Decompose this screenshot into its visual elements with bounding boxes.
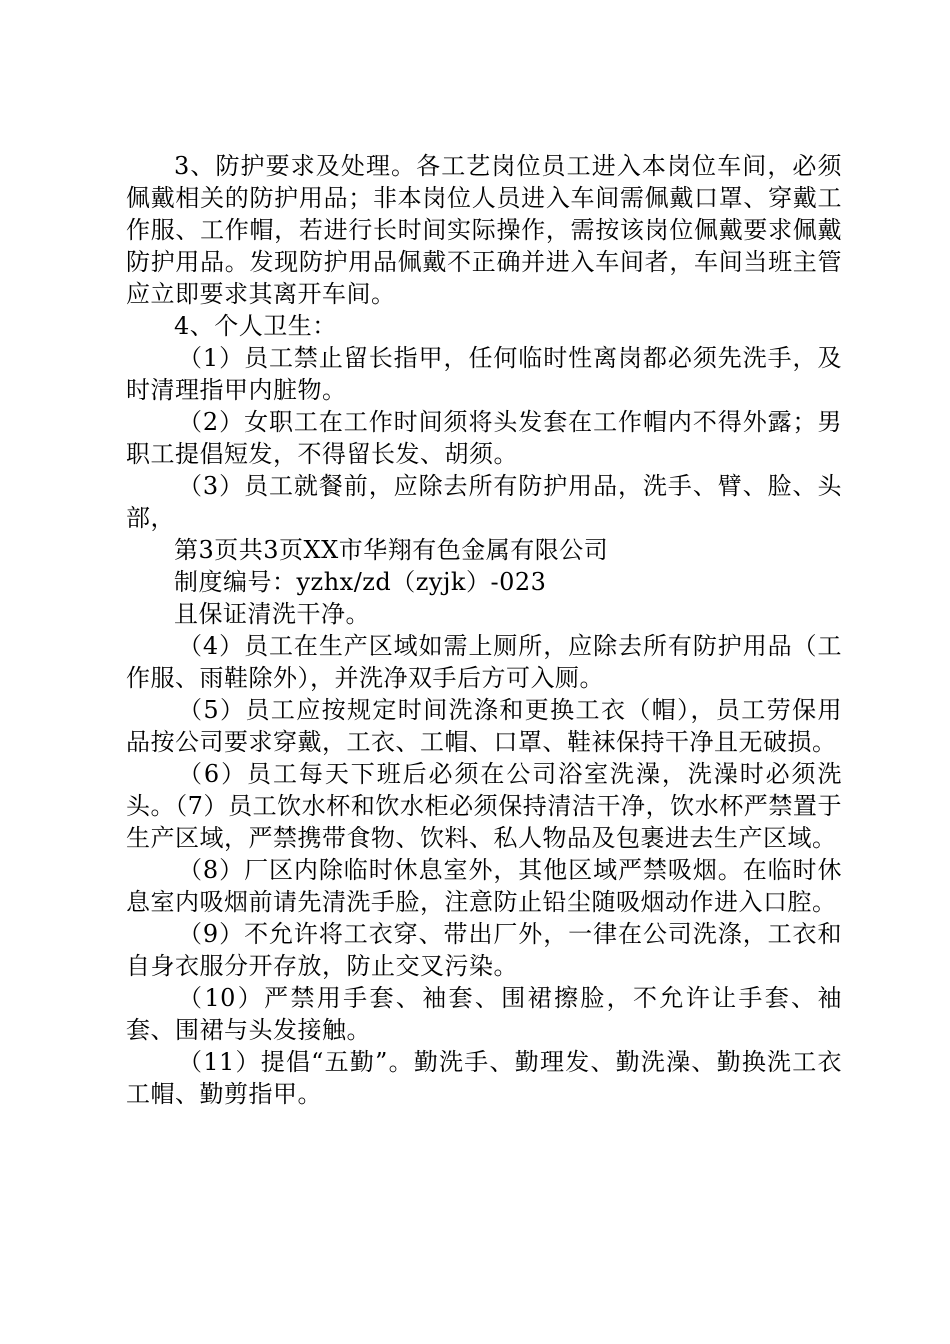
paragraph-protection: 3、防护要求及处理。各工艺岗位员工进入本岗位车间，必须佩戴相关的防护用品；非本岗位人员进入车间需佩戴口罩、穿戴工作服、工作帽，若进行长时间实际操作，需按该岗位佩戴要求佩戴防护用品。发现防护用品佩戴不正确并进入车间者，车间当班主管应立即要求其离开车间。	[126, 152, 842, 308]
paragraph-item-6-7: （6）员工每天下班后必须在公司浴室洗澡，洗澡时必须洗头。（7）员工饮水杯和饮水柜必须保持清洁干净，饮水杯严禁置于生产区域，严禁携带食物、饮料、私人物品及包裹进去生产区域。	[126, 760, 842, 852]
paragraph-item-5: （5）员工应按规定时间洗涤和更换工衣（帽），员工劳保用品按公司要求穿戴，工衣、工帽、口罩、鞋袜保持干净且无破损。	[126, 696, 842, 756]
paragraph-item-1: （1）员工禁止留长指甲，任何临时性离岗都必须先洗手，及时清理指甲内脏物。	[126, 344, 842, 404]
document-body	[126, 150, 842, 1110]
paragraph-item-9: （9）不允许将工衣穿、带出厂外，一律在公司洗涤，工衣和自身衣服分开存放，防止交叉污染。	[126, 920, 842, 980]
paragraph-item-10: （10）严禁用手套、袖套、围裙擦脸，不允许让手套、袖套、围裙与头发接触。	[126, 984, 842, 1044]
document-number: 制度编号：yzhx/zd（zyjk）-023	[174, 568, 547, 596]
paragraph-personal-hygiene-heading: 4、个人卫生：	[174, 312, 337, 340]
paragraph-item-2: （2）女职工在工作时间须将头发套在工作帽内不得外露；男职工提倡短发，不得留长发、胡须。	[126, 408, 842, 468]
page-footer-company: 第3页共3页XX市华翔有色金属有限公司	[174, 536, 609, 564]
paragraph-item-3-continued: 且保证清洗干净。	[174, 600, 370, 628]
paragraph-item-11: （11）提倡“五勤”。勤洗手、勤理发、勤洗澡、勤换洗工衣工帽、勤剪指甲。	[126, 1048, 842, 1108]
paragraph-item-3: （3）员工就餐前，应除去所有防护用品，洗手、臂、脸、头部，	[126, 472, 842, 532]
paragraph-item-4: （4）员工在生产区域如需上厕所，应除去所有防护用品（工作服、雨鞋除外），并洗净双手后方可入厕。	[126, 632, 842, 692]
paragraph-item-8: （8）厂区内除临时休息室外，其他区域严禁吸烟。在临时休息室内吸烟前请先清洗手脸，注意防止铅尘随吸烟动作进入口腔。	[126, 856, 842, 916]
